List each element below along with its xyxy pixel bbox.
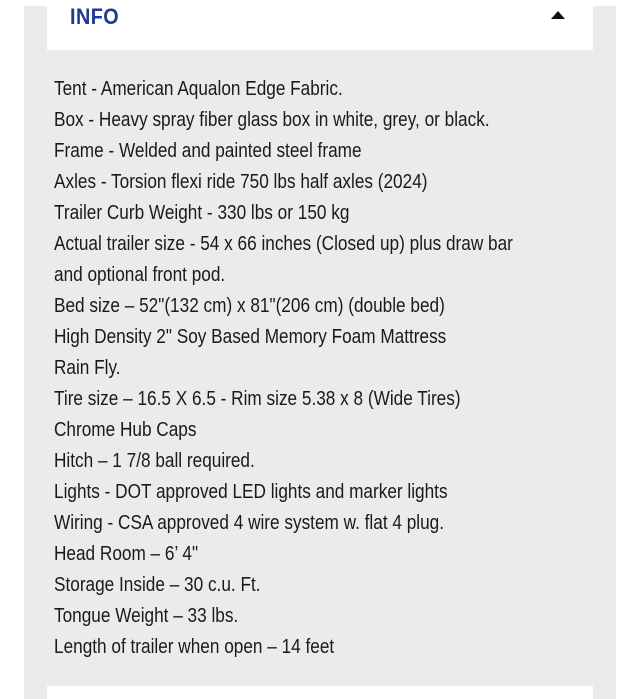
spec-item-hub-caps: Chrome Hub Caps	[54, 419, 197, 441]
spec-item-storage: Storage Inside – 30 c.u. Ft.	[54, 574, 261, 596]
next-accordion-card	[47, 686, 593, 699]
spec-item-rain-fly: Rain Fly.	[54, 357, 121, 379]
spec-item-head-room: Head Room – 6’ 4"	[54, 543, 199, 565]
spec-item-frame: Frame - Welded and painted steel frame	[54, 140, 362, 162]
spec-item-trailer-size: Actual trailer size - 54 x 66 inches (Closed up) plus draw bar	[54, 233, 513, 255]
info-accordion-title: INFO	[70, 4, 120, 29]
spec-item-box: Box - Heavy spray fiber glass box in white, grey, or black.	[54, 109, 490, 131]
info-accordion-header[interactable]	[47, 6, 593, 50]
spec-item-trailer-size-continued: and optional front pod.	[54, 264, 226, 286]
spec-item-tent: Tent - American Aqualon Edge Fabric.	[54, 78, 343, 100]
spec-item-tire-size: Tire size – 16.5 X 6.5 - Rim size 5.38 x 8 (Wide Tires)	[54, 388, 461, 410]
info-panel	[24, 6, 616, 699]
spec-item-lights: Lights - DOT approved LED lights and marker lights	[54, 481, 448, 503]
caret-up-icon[interactable]	[551, 11, 565, 19]
spec-item-mattress: High Density 2" Soy Based Memory Foam Mattress	[54, 326, 447, 348]
spec-item-axles: Axles - Torsion flexi ride 750 lbs half axles (2024)	[54, 171, 428, 193]
spec-item-tongue-weight: Tongue Weight – 33 lbs.	[54, 605, 239, 627]
spec-item-bed-size: Bed size – 52"(132 cm) x 81"(206 cm) (double bed)	[54, 295, 445, 317]
spec-list	[54, 74, 614, 663]
spec-item-curb-weight: Trailer Curb Weight - 330 lbs or 150 kg	[54, 202, 350, 224]
spec-item-hitch: Hitch – 1 7/8 ball required.	[54, 450, 255, 472]
spec-item-wiring: Wiring - CSA approved 4 wire system w. flat 4 plug.	[54, 512, 445, 534]
spec-item-open-length: Length of trailer when open – 14 feet	[54, 636, 335, 658]
